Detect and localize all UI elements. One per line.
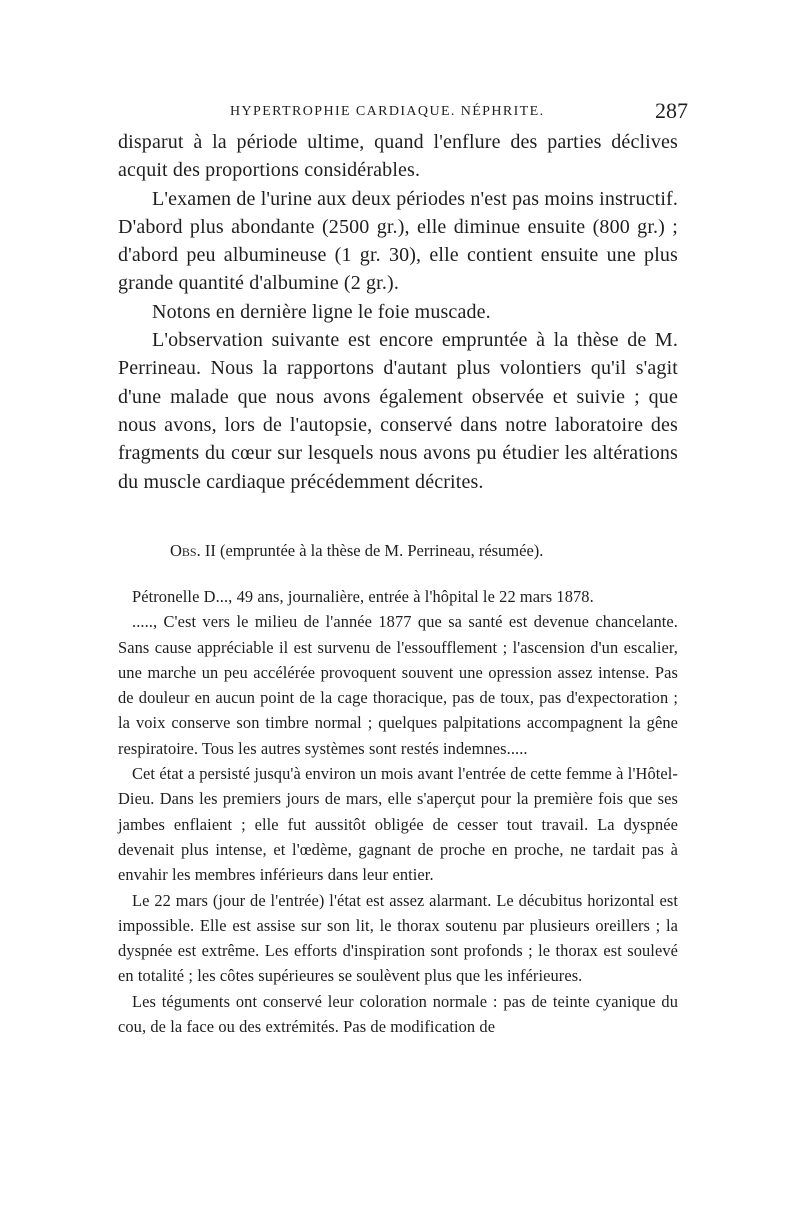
- paragraph: Pétronelle D..., 49 ans, journalière, entrée à l'hôpital le 22 mars 1878.: [132, 587, 594, 606]
- observation-label: Obs. II: [170, 541, 216, 560]
- main-text: [118, 128, 678, 496]
- observation-text: [118, 584, 678, 1039]
- paragraph: Le 22 mars (jour de l'entrée) l'état est assez alarmant. Le décubitus horizontal est impossible. Elle est assise sur son lit, le thorax soutenu par plusieurs oreillers ; la dyspnée est extrême. Les efforts d'inspiration sont profonds ; le thorax est soulevé en totalité ; les côtes supérieures se soulèvent plus que les inférieures.: [118, 890, 678, 986]
- observation-heading: [170, 540, 543, 562]
- paragraph: Les téguments ont conservé leur coloration normale : pas de teinte cyanique du cou, de la face ou des extrémités. Pas de modification de: [118, 991, 678, 1037]
- paragraph: Cet état a persisté jusqu'à environ un mois avant l'entrée de cette femme à l'Hôtel-Dieu. Dans les premiers jours de mars, elle s'aperçut pour la première fois que ses jambes enflaient ; elle fut aussitôt obligée de cesser tout travail. La dyspnée devenait plus intense, et l'œdème, gagnant de proche en proche, ne tardait pas à envahir les membres inférieurs dans leur entier.: [118, 764, 678, 885]
- paragraph: Notons en dernière ligne le foie muscade.: [152, 300, 491, 323]
- page-header: [118, 98, 688, 128]
- page-number: 287: [655, 98, 688, 123]
- observation-title: (empruntée à la thèse de M. Perrineau, résumée).: [215, 541, 544, 560]
- running-title: HYPERTROPHIE CARDIAQUE. NÉPHRITE.: [230, 104, 545, 119]
- paragraph: disparut à la période ultime, quand l'enflure des parties déclives acquit des proportions considérables.: [118, 131, 678, 182]
- paragraph: L'examen de l'urine aux deux périodes n'est pas moins instructif. D'abord plus abondante (2500 gr.), elle diminue ensuite (800 gr.) ; d'abord peu albumineuse (1 gr. 30), elle contient ensuite une plus grande quantité d'albumine (2 gr.).: [118, 187, 678, 295]
- paragraph: L'observation suivante est encore empruntée à la thèse de M. Perrineau. Nous la rapportons d'autant plus volontiers qu'il s'agit d'une malade que nous avons également observée et suivie ; que nous avons, lors de l'autopsie, conservé dans notre laboratoire des fragments du cœur sur lesquels nous avons pu étudier les altérations du muscle cardiaque précédemment décrites.: [118, 329, 678, 493]
- paragraph: ....., C'est vers le milieu de l'année 1877 que sa santé est devenue chancelante. Sans cause appréciable il est survenu de l'essoufflement ; l'ascension d'un escalier, une marche un peu accélérée provoquent souvent une opression assez intense. Pas de douleur en aucun point de la cage thoracique, pas de toux, pas d'expectoration ; la voix conserve son timbre normal ; quelques palpitations accompagnent la gêne respiratoire. Tous les autres systèmes sont restés indemnes.....: [118, 612, 678, 758]
